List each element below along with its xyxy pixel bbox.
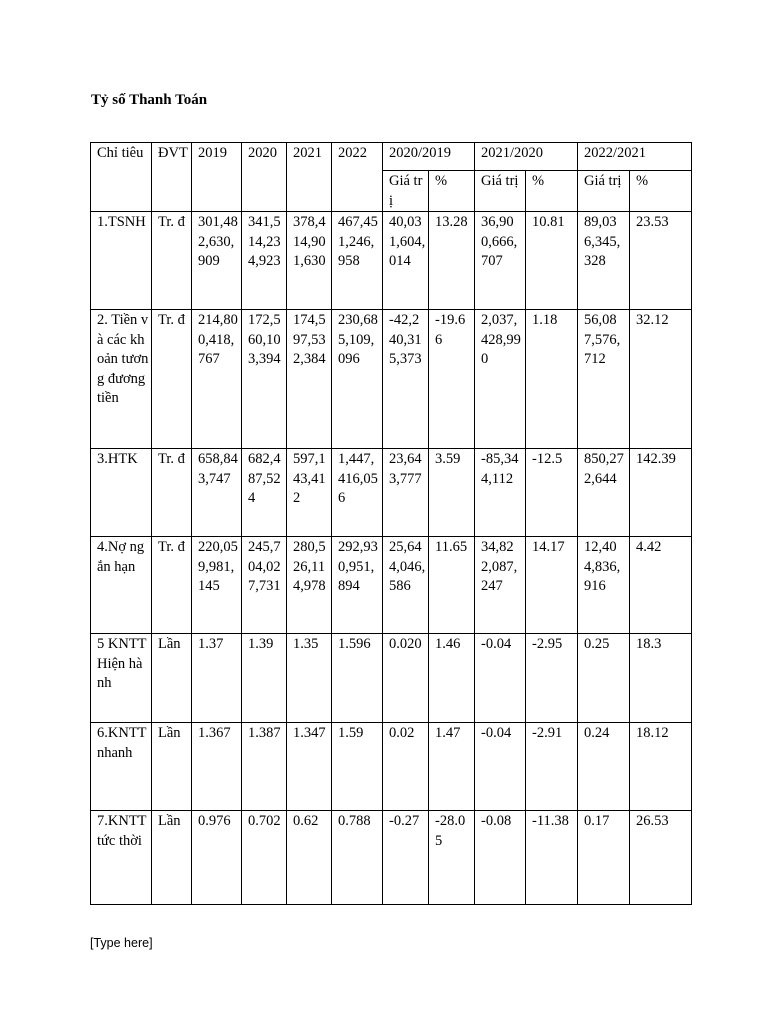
header-compare-2022-2021: 2022/2021 [578,143,692,171]
cell-y2019: 301,482,630,909 [192,212,242,310]
cell-c2-percent: -12.5 [526,449,578,537]
cell-c1-percent: 1.47 [429,723,475,811]
cell-y2022: 0.788 [332,811,383,905]
cell-c3-percent: 18.12 [630,723,692,811]
header-row [91,143,692,171]
table-row [91,310,692,449]
cell-c2-value: 36,900,666,707 [475,212,526,310]
cell-c2-percent: -11.38 [526,811,578,905]
subheader-value: Giá trị [578,171,630,212]
cell-c2-percent: -2.95 [526,634,578,723]
cell-c1-value: 0.020 [383,634,429,723]
header-year-2020: 2020 [242,143,287,212]
cell-c2-percent: 10.81 [526,212,578,310]
cell-c1-value: 25,644,046,586 [383,537,429,634]
cell-c3-value: 89,036,345,328 [578,212,630,310]
cell-indicator: 1.TSNH [91,212,152,310]
liquidity-ratio-table [90,142,692,905]
cell-c1-percent: 1.46 [429,634,475,723]
cell-c3-percent: 142.39 [630,449,692,537]
cell-y2020: 1.39 [242,634,287,723]
cell-indicator: 6.KNTT nhanh [91,723,152,811]
cell-c3-value: 0.24 [578,723,630,811]
cell-y2019: 214,800,418,767 [192,310,242,449]
cell-unit: Lần [152,811,192,905]
cell-unit: Lần [152,723,192,811]
cell-c1-percent: -19.66 [429,310,475,449]
cell-y2020: 0.702 [242,811,287,905]
cell-c2-value: 34,822,087,247 [475,537,526,634]
cell-c1-percent: 3.59 [429,449,475,537]
cell-c1-percent: 13.28 [429,212,475,310]
cell-y2021: 280,526,114,978 [287,537,332,634]
cell-c2-percent: -2.91 [526,723,578,811]
table-row [91,634,692,723]
cell-indicator: 5 KNTT Hiện hành [91,634,152,723]
cell-c3-percent: 18.3 [630,634,692,723]
subheader-percent: % [630,171,692,212]
cell-y2022: 1.59 [332,723,383,811]
cell-indicator: 2. Tiền và các khoản tương đương tiền [91,310,152,449]
cell-y2020: 245,704,027,731 [242,537,287,634]
cell-c3-percent: 23.53 [630,212,692,310]
cell-c2-value: -0.04 [475,723,526,811]
subheader-percent: % [429,171,475,212]
header-compare-2021-2020: 2021/2020 [475,143,578,171]
header-unit: ĐVT [152,143,192,212]
cell-unit: Tr. đ [152,212,192,310]
cell-c1-value: 23,643,777 [383,449,429,537]
page-title: Tỷ số Thanh Toán [91,92,208,108]
cell-y2019: 0.976 [192,811,242,905]
cell-y2022: 1,447,416,056 [332,449,383,537]
cell-c3-percent: 32.12 [630,310,692,449]
cell-y2022: 1.596 [332,634,383,723]
cell-y2022: 230,685,109,096 [332,310,383,449]
cell-y2021: 1.347 [287,723,332,811]
cell-y2019: 658,843,747 [192,449,242,537]
header-year-2019: 2019 [192,143,242,212]
cell-y2021: 1.35 [287,634,332,723]
cell-c3-value: 0.17 [578,811,630,905]
table-row [91,212,692,310]
table-row [91,723,692,811]
cell-c2-percent: 14.17 [526,537,578,634]
subheader-percent: % [526,171,578,212]
cell-c3-value: 56,087,576,712 [578,310,630,449]
cell-y2019: 1.367 [192,723,242,811]
header-year-2021: 2021 [287,143,332,212]
cell-y2021: 0.62 [287,811,332,905]
cell-y2019: 220,059,981,145 [192,537,242,634]
cell-y2022: 292,930,951,894 [332,537,383,634]
subheader-value: Giá trị [475,171,526,212]
cell-c3-value: 12,404,836,916 [578,537,630,634]
cell-indicator: 4.Nợ ngắn hạn [91,537,152,634]
cell-indicator: 7.KNTT tức thời [91,811,152,905]
cell-c1-value: -0.27 [383,811,429,905]
cell-c3-percent: 26.53 [630,811,692,905]
cell-c1-percent: 11.65 [429,537,475,634]
cell-indicator: 3.HTK [91,449,152,537]
cell-y2020: 341,514,234,923 [242,212,287,310]
cell-y2021: 378,414,901,630 [287,212,332,310]
cell-c2-value: -0.08 [475,811,526,905]
cell-unit: Lần [152,634,192,723]
header-year-2022: 2022 [332,143,383,212]
cell-unit: Tr. đ [152,537,192,634]
cell-c3-value: 0.25 [578,634,630,723]
cell-y2020: 1.387 [242,723,287,811]
table-row [91,811,692,905]
header-compare-2020-2019: 2020/2019 [383,143,475,171]
cell-y2021: 597,143,412 [287,449,332,537]
footer-placeholder: [Type here] [90,936,153,950]
cell-y2019: 1.37 [192,634,242,723]
table-row [91,537,692,634]
subheader-value: Giá trị [383,171,429,212]
cell-unit: Tr. đ [152,449,192,537]
cell-c3-percent: 4.42 [630,537,692,634]
cell-unit: Tr. đ [152,310,192,449]
cell-c1-percent: -28.05 [429,811,475,905]
cell-c1-value: -42,240,315,373 [383,310,429,449]
cell-y2020: 172,560,103,394 [242,310,287,449]
cell-c1-value: 0.02 [383,723,429,811]
cell-c2-percent: 1.18 [526,310,578,449]
header-indicator: Chỉ tiêu [91,143,152,212]
cell-y2022: 467,451,246,958 [332,212,383,310]
cell-c1-value: 40,031,604,014 [383,212,429,310]
cell-c3-value: 850,272,644 [578,449,630,537]
cell-c2-value: -85,344,112 [475,449,526,537]
table-row [91,449,692,537]
cell-c2-value: -0.04 [475,634,526,723]
cell-c2-value: 2,037,428,990 [475,310,526,449]
cell-y2021: 174,597,532,384 [287,310,332,449]
cell-y2020: 682,487,524 [242,449,287,537]
